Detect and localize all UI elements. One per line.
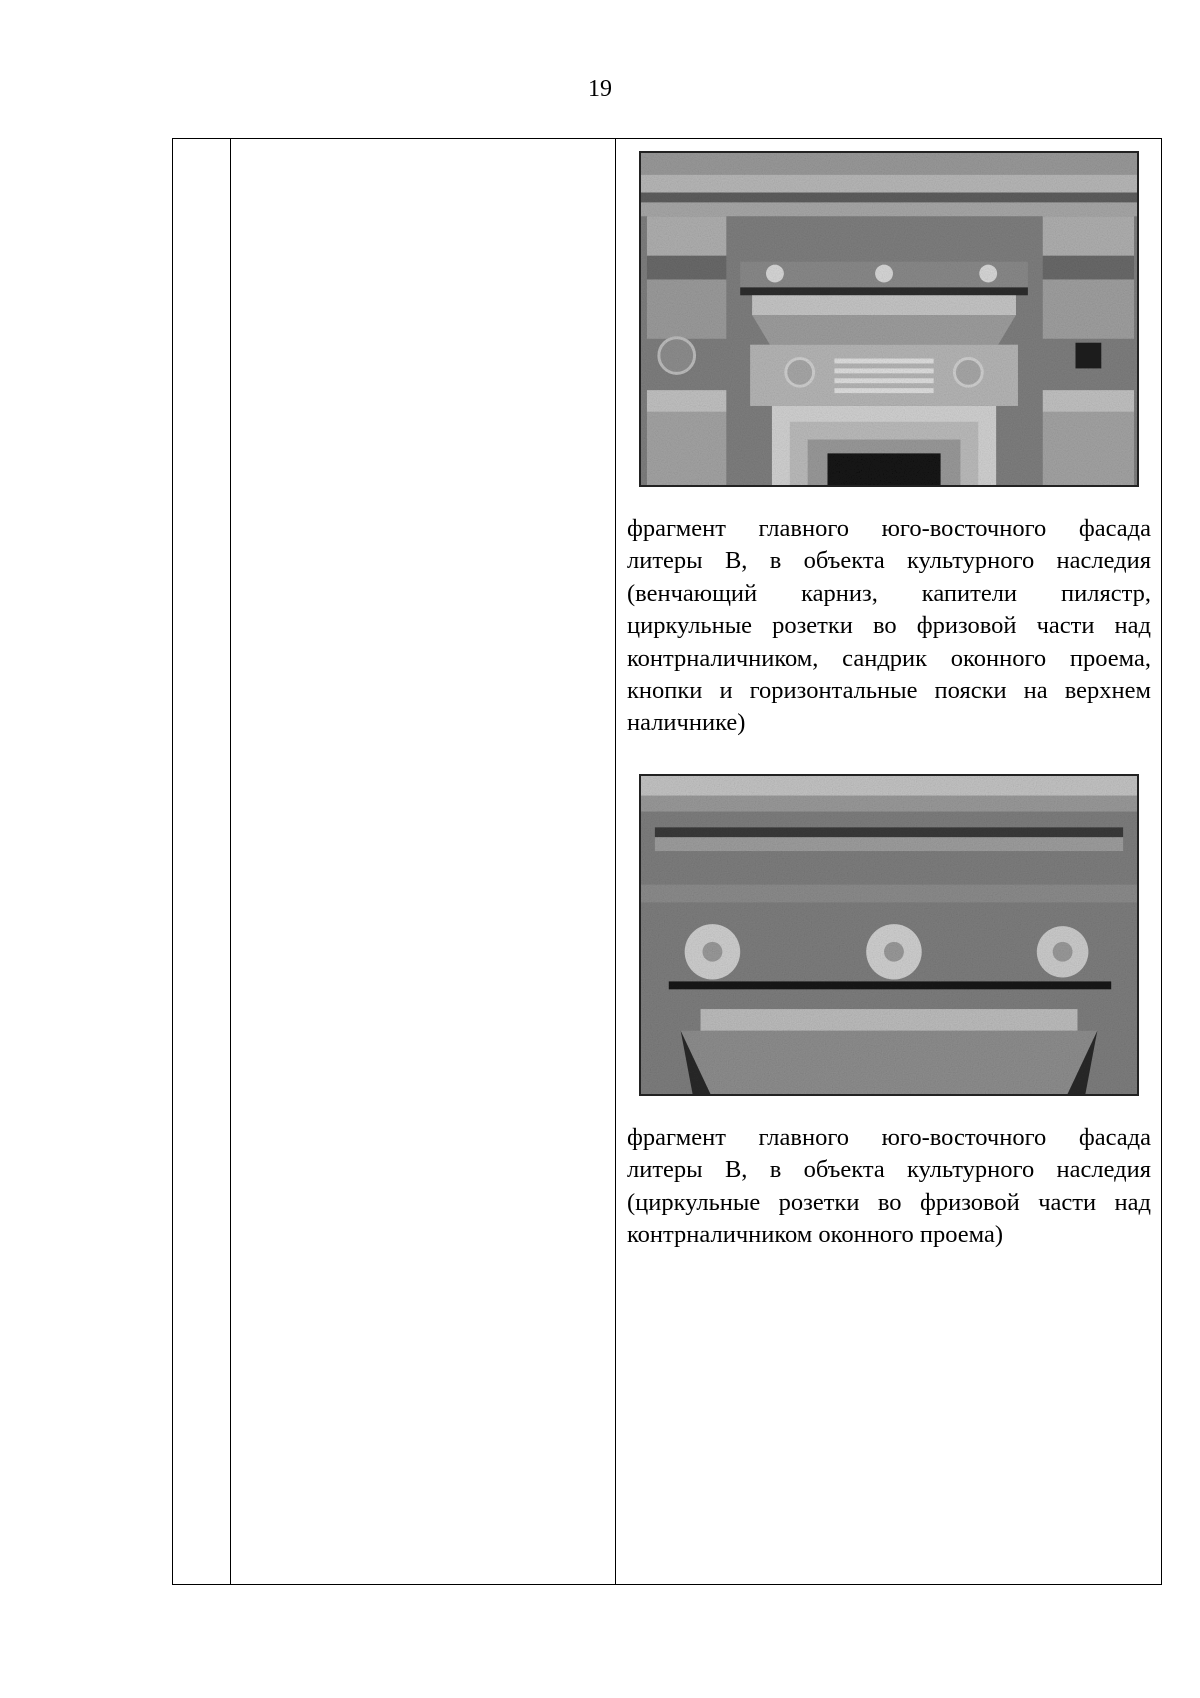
column-divider	[230, 139, 231, 1584]
photo-cell	[627, 151, 1151, 1251]
facade-photo-1	[639, 151, 1139, 487]
facade-photo-2	[639, 774, 1139, 1096]
column-divider	[615, 139, 616, 1584]
document-table	[172, 138, 1162, 1585]
page-number: 19	[588, 76, 612, 102]
photo-caption-1: фрагмент главного юго-восточного фасада литеры В, в объекта культурного наследия (венчающий карниз, капители пилястр, циркульные розетки во фризовой части над контрналичником, сандрик оконного проема, кнопки и горизонтальные пояски на верхнем наличнике)	[627, 515, 1151, 737]
photo-caption-2: фрагмент главного юго-восточного фасада литеры В, в объекта культурного наследия (циркульные розетки во фризовой части над контрналичником оконного проема)	[627, 1123, 1151, 1249]
